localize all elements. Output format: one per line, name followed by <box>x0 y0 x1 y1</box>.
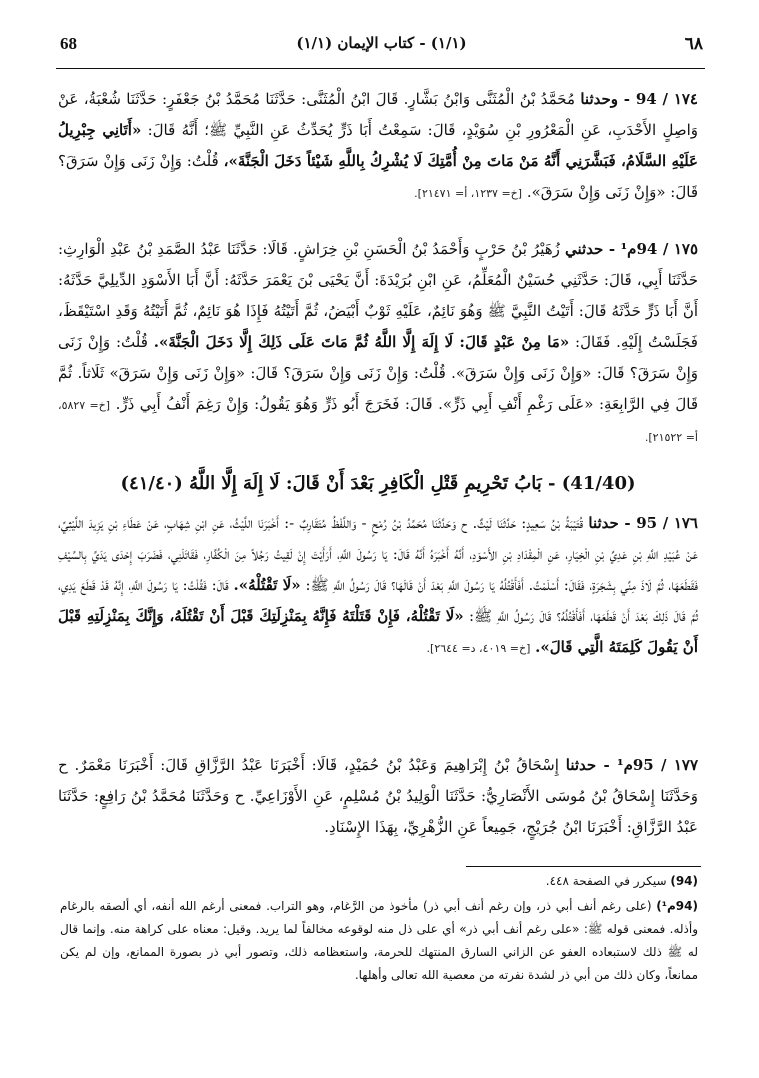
hadith-quote: «مَا مِنْ عَبْدٍ قَالَ: لَا إِلَهَ إِلَّا اللَّهُ ثُمَّ مَاتَ عَلَى ذَلِكَ إِلَّا دَخَلَ الْجَنَّةَ». <box>153 333 570 351</box>
hadith-label: ١٧٧ / 95م¹ - حدثنا <box>565 756 698 774</box>
hadith-177 <box>58 750 698 843</box>
hadith-quote: «لَا تَقْتُلْهُ». <box>233 576 301 594</box>
hadith-text: قُتَيْبَةُ بْنُ سَعِيدٍ: حَدَّثَنَا لَيْثٌ. ح وَحَدَّثَنَا مُحَمَّدُ بْنُ رُمْحٍ - وَاللَّفْظُ مُتَقَارِبٌ -: أَخْبَرَنَا اللَّيْثُ، عَنِ ابْنِ شِهَابٍ، عَنْ عَطَاءِ بْنِ يَزِيدَ اللَّيْثِيِّ، عَنْ عُبَيْدِ اللَّهِ بْنِ عَدِيِّ بْنِ الْخِيَارِ، عَنِ الْمِقْدَادِ بْنِ الأَسْوَدِ، أَنَّهُ أَخْبَرَهُ أَنَّهُ قَالَ: يَا رَسُولَ اللَّهِ، أَرَأَيْتَ إِنْ لَقِيتُ رَجُلاً مِنَ الْكُفَّارِ، فَقَاتَلَنِي، فَضَرَبَ إِحْدَى يَدَيَّ بِالسَّيْفِ فَقَطَعَهَا، ثُمَّ لَاذَ مِنِّي بِشَجَرَةٍ، فَقَالَ: أَسْلَمْتُ. أَفَأَقْتُلُهُ يَا رَسُولَ اللَّهِ بَعْدَ أَنْ قَالَهَا؟ قَالَ رَسُولُ اللَّهِ ﷺ: <box>58 514 699 594</box>
hadith-175 <box>58 234 698 453</box>
footnote <box>60 870 698 893</box>
running-title: (١/١) - كتاب الإيمان (١/١) <box>296 34 467 52</box>
hadith-text: زُهَيْرُ بْنُ حَرْبٍ وَأَحْمَدُ بْنُ الْحَسَنِ بْنِ خِرَاشٍ. قَالَا: حَدَّثَنَا عَبْدُ الصَّمَدِ بْنُ عَبْدِ الْوَارِثِ: حَدَّثَنَا أَبِي، قَالَ: حَدَّثَنِي حُسَيْنٌ الْمُعَلِّمُ، عَنِ ابْنِ بُرَيْدَةَ: أَنَّ يَحْيَى بْنَ يَعْمَرَ حَدَّثَهُ: أَنَّ أَبَا الأَسْوَدِ الدِّيلِيَّ حَدَّثَهُ: أَنَّ أَبَا ذَرٍّ حَدَّثَهُ قَالَ: أَتَيْتُ النَّبِيَّ ﷺ وَهُوَ نَائِمٌ، عَلَيْهِ ثَوْبٌ أَبْيَضُ، ثُمَّ أَتَيْتُهُ فَإِذَا هُوَ نَائِمٌ، ثُمَّ أَتَيْتُهُ وَقَدِ اسْتَيْقَظَ، فَجَلَسْتُ إِلَيْهِ. فَقَالَ: <box>58 240 698 351</box>
footnote-label: (94) <box>670 874 698 888</box>
footnote-label: (94م¹) <box>656 899 698 913</box>
hadith-reference: [خ= ٤٠١٩، د= ٢٦٤٤]. <box>426 642 531 655</box>
hadith-176 <box>58 508 698 664</box>
footnotes <box>60 870 698 989</box>
footnote <box>60 895 698 987</box>
hadith-label: ١٧٦ / 95 - حدثنا <box>588 514 698 532</box>
hadith-text-continued: قَالَ: فَقُلْتُ: يَا رَسُولَ اللَّهِ، إِنَّهُ قَدْ قَطَعَ يَدِي، ثُمَّ قَالَ ذَلِكَ بَعْدَ أَنْ قَطَعَهَا، أَفَأَقْتُلُهُ؟ قَالَ رَسُولُ اللَّهِ ﷺ: <box>58 576 699 625</box>
hadith-quote: «أَتَانِي جِبْرِيلُ عَلَيْهِ السَّلَامُ، فَبَشَّرَنِي أَنَّهُ مَنْ مَاتَ مِنْ أُمَّتِكَ لَا يُشْرِكُ بِاللَّهِ شَيْئاً دَخَلَ الْجَنَّةَ»، <box>58 121 698 170</box>
hadith-174 <box>58 84 698 209</box>
hadith-text: مُحَمَّدُ بْنُ الْمُثَنَّى وَابْنُ بَشَّارٍ. قَالَ ابْنُ الْمُثَنَّى: حَدَّثَنَا مُحَمَّدُ بْنُ جَعْفَرٍ: حَدَّثَنَا شُعْبَةُ، عَنْ وَاصِلٍ الأَحْدَبِ، عَنِ الْمَعْرُورِ بْنِ سُوَيْدٍ، قَالَ: سَمِعْتُ أَبَا ذَرٍّ يُحَدِّثُ عَنِ النَّبِيِّ ﷺ؛ أَنَّهُ قَالَ: <box>58 90 698 139</box>
hadith-text-continued: قُلْتُ: وَإِنْ زَنَى وَإِنْ سَرَقَ؟ قَالَ: «وَإِنْ زَنَى وَإِنْ سَرَقَ». قُلْتُ: وَإِنْ زَنَى وَإِنْ سَرَقَ؟ قَالَ: «وَإِنْ زَنَى وَإِنْ سَرَقَ» ثَلَاثاً. ثُمَّ قَالَ فِي الرَّابِعَةِ: «عَلَى رَغْمِ أَنْفِ أَبِي ذَرٍّ». قَالَ: فَخَرَجَ أَبُو ذَرٍّ وَهُوَ يَقُولُ: وَإِنْ رَغِمَ أَنْفُ أَبِي ذَرٍّ. <box>58 333 698 413</box>
page-number-latin: 68 <box>60 34 77 53</box>
hadith-reference: [خ= ٥٨٢٧، أ= ٢١٥٢٢]. <box>58 399 698 444</box>
hadith-text: إِسْحَاقُ بْنُ إِبْرَاهِيمَ وَعَبْدُ بْنُ حُمَيْدٍ، قَالَا: أَخْبَرَنَا عَبْدُ الرَّزَّاقِ قَالَ: أَخْبَرَنَا مَعْمَرٌ. ح وَحَدَّثَنَا إِسْحَاقُ بْنُ مُوسَى الأَنْصَارِيُّ: حَدَّثَنَا الْوَلِيدُ بْنُ مُسْلِمٍ، عَنِ الأَوْزَاعِيِّ. ح وَحَدَّثَنَا مُحَمَّدُ بْنُ رَافِعٍ: حَدَّثَنَا عَبْدُ الرَّزَّاقِ: أَخْبَرَنَا ابْنُ جُرَيْجٍ، جَمِيعاً عَنِ الزُّهْرِيِّ، بِهَذَا الإِسْنَادِ. <box>58 756 698 836</box>
hadith-label: ١٧٥ / 94م¹ - حدثني <box>564 240 698 258</box>
header-rule <box>56 68 705 69</box>
chapter-title: (41/40) - بَابُ تَحْرِيمِ قَتْلِ الْكَافِرِ بَعْدَ أَنْ قَالَ: لَا إِلَهَ إِلَّا اللَّهُ (٤١/٤٠) <box>120 473 636 494</box>
hadith-quote: «لَا تَقْتُلْهُ، فَإِنْ قَتَلْتَهُ فَإِنَّهُ بِمَنْزِلَتِكَ قَبْلَ أَنْ تَقْتُلَهُ، وَإِنَّكَ بِمَنْزِلَتِهِ قَبْلَ أَنْ يَقُولَ كَلِمَتَهُ الَّتِي قَالَ». <box>58 607 698 656</box>
page-number-arabic: ٦٨ <box>684 34 703 54</box>
hadith-label: ١٧٤ / 94 - وحدثنا <box>580 90 698 108</box>
hadith-reference: [خ= ١٢٣٧، أ= ٢١٤٧١]. <box>414 187 523 200</box>
hadith-text-continued: قُلْتُ: وَإِنْ زَنَى وَإِنْ سَرَقَ؟ قَالَ: «وَإِنْ زَنَى وَإِنْ سَرَقَ». <box>58 152 698 201</box>
footnote-rule <box>466 866 701 867</box>
page-header <box>60 32 703 58</box>
footnote-text: (على رغم أنف أبي ذر، وإن رغم أنف أبي ذر) مأخوذ من الرَّغام، وهو التراب. فمعنى أرغم الله أنفه، أي ألصقه بالرغام وأذله. فمعنى قوله ﷺ: «على رغم أنف أبي ذر» أي على ذل منه لوقوعه مخالفاً لما يريد. وقيل: معناه على كراهة منه. وإنما قال له ﷺ ذلك لاستبعاده العفو عن الزاني السارق المنتهك للحرمة، واستعظامه ذلك، وتصور أبي ذر بصورة الممانع، وإن لم يكن ممانعاً، وكان ذلك من أبي ذر لشدة نفرته من معصية الله تعالى وأهلها. <box>60 899 698 982</box>
footnote-text: سيكرر في الصفحة ٤٤٨. <box>545 874 667 888</box>
